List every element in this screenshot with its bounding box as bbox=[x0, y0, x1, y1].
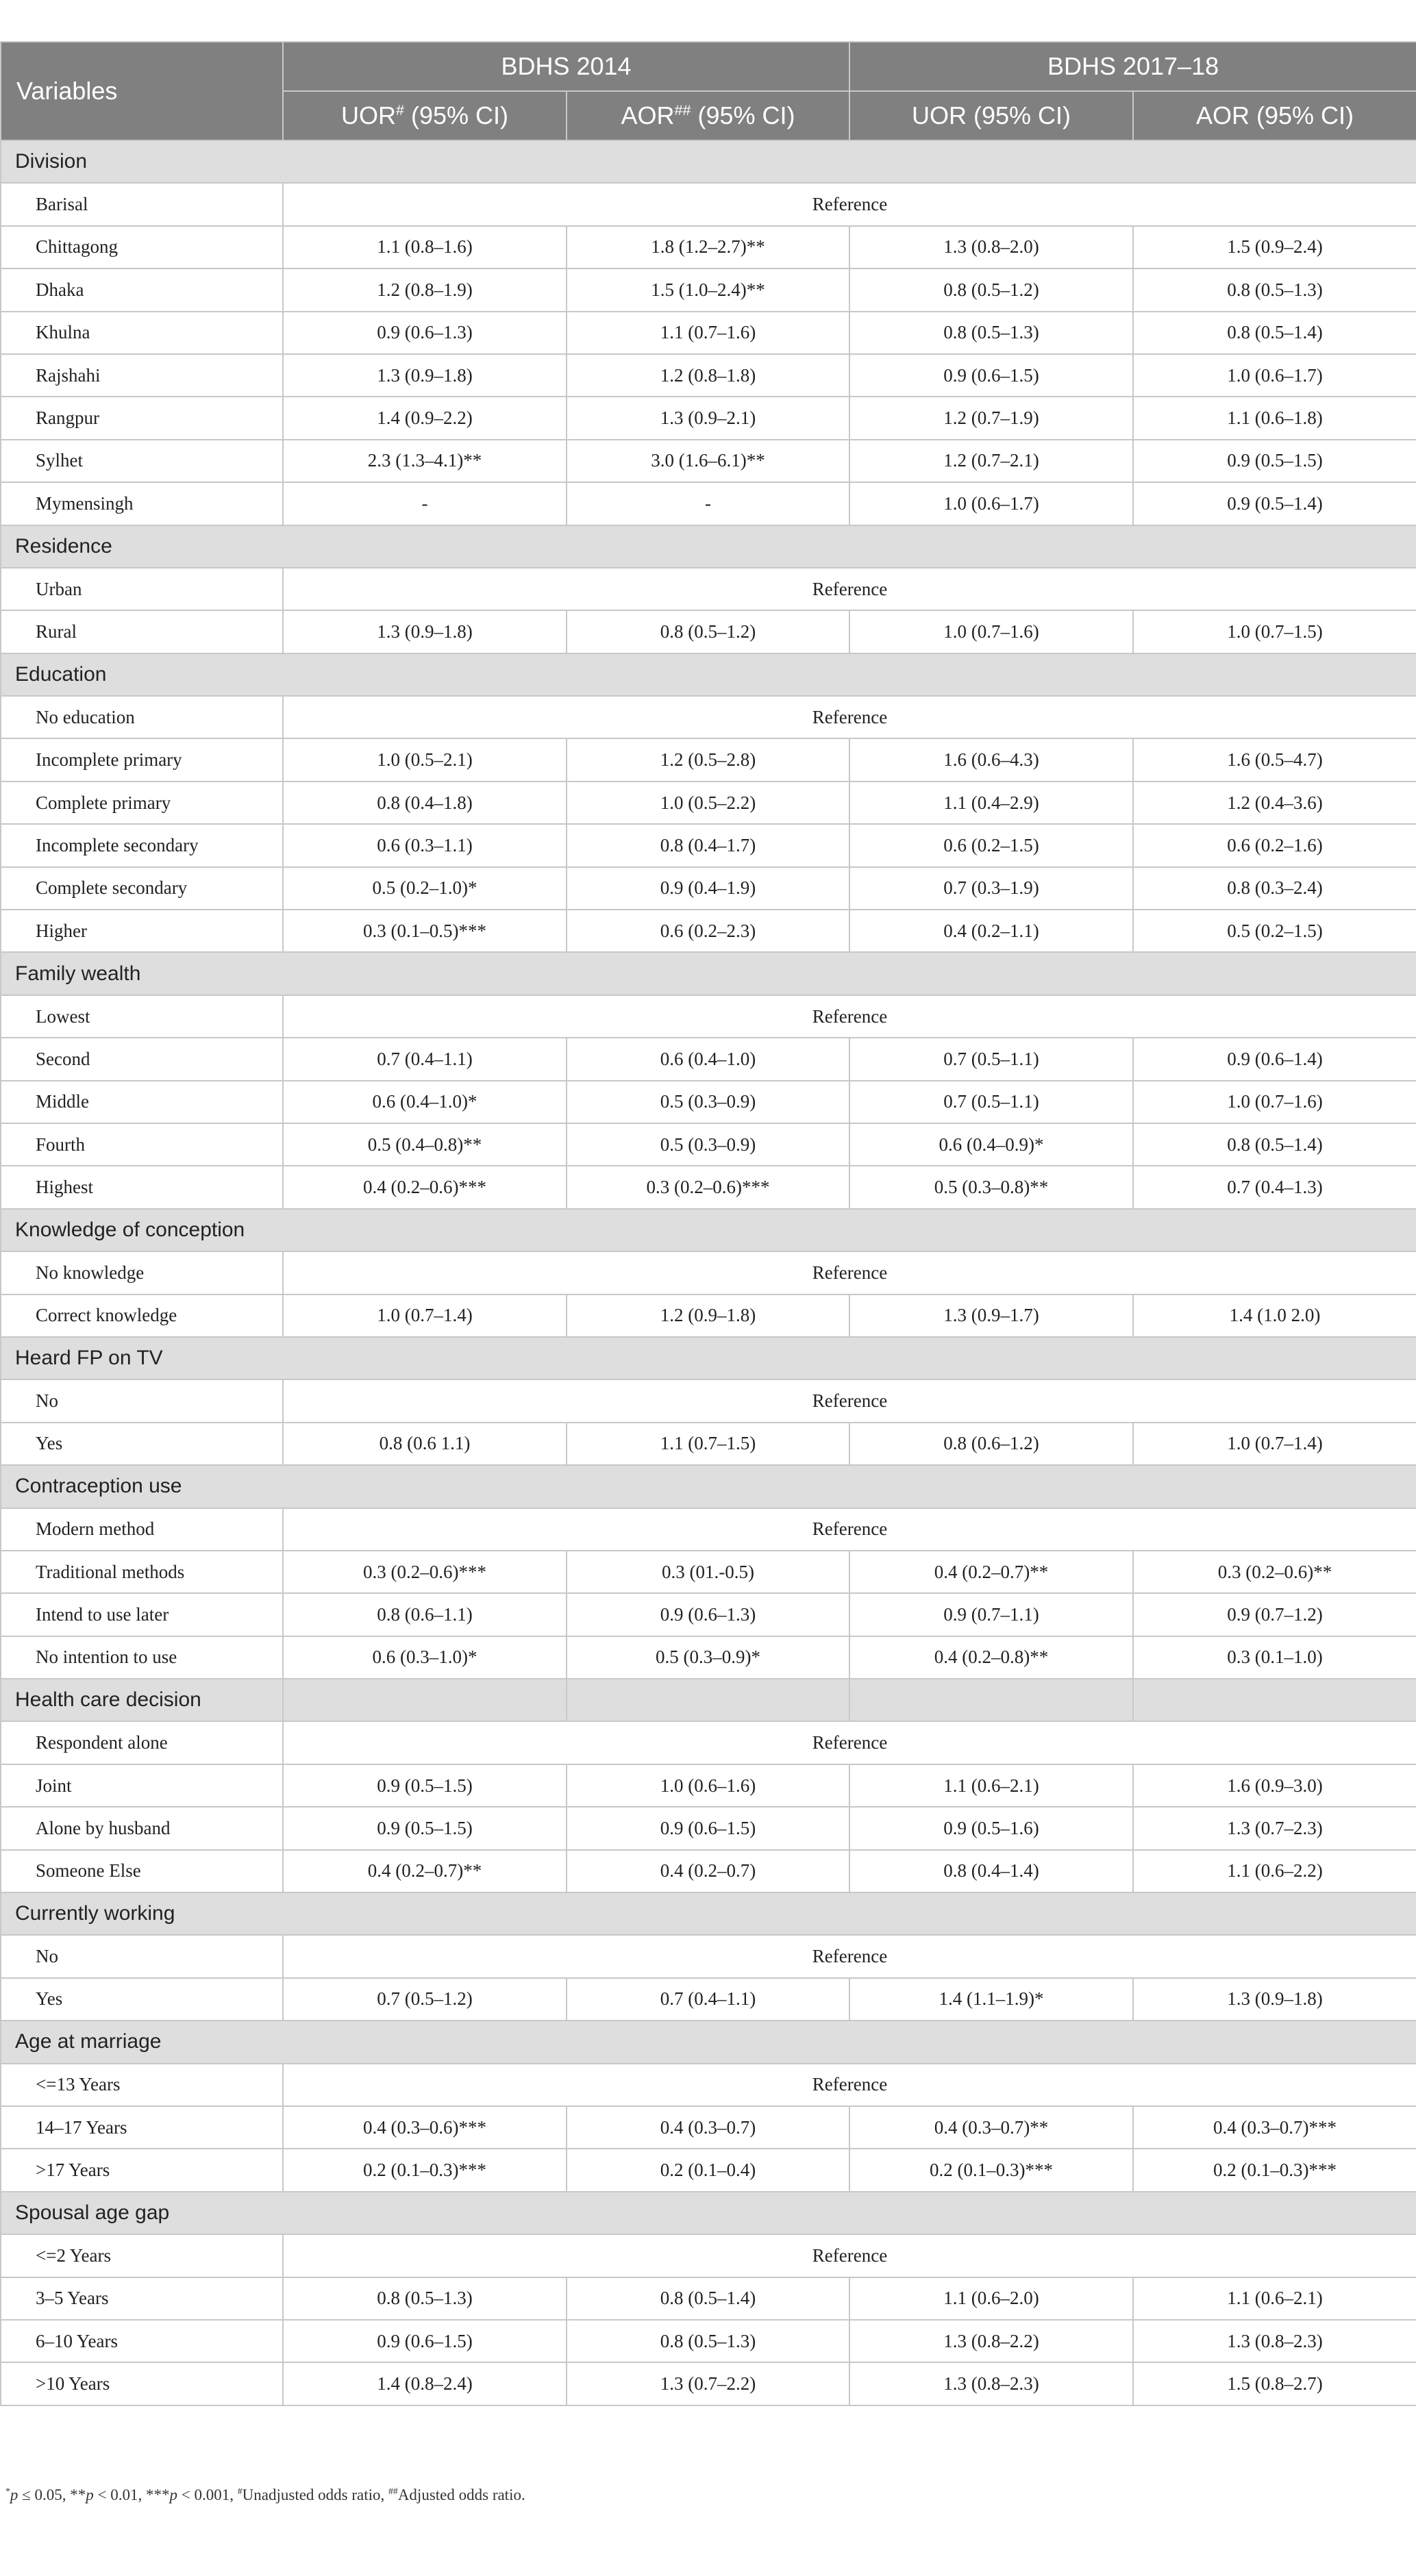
table-row bbox=[1, 268, 1416, 311]
section-row bbox=[1, 2021, 1416, 2063]
uor-2017-cell: 0.7 (0.5–1.1) bbox=[849, 1038, 1133, 1080]
uor-2014-cell: 0.8 (0.5–1.3) bbox=[283, 2277, 567, 2320]
uor-2017-cell: 0.4 (0.2–0.7)** bbox=[849, 1551, 1133, 1593]
uor-2017-header: UOR (95% CI) bbox=[849, 91, 1133, 140]
table-row bbox=[1, 1166, 1416, 1208]
uor-2014-cell: 0.8 (0.4–1.8) bbox=[283, 781, 567, 824]
section-row bbox=[1, 1679, 1416, 1721]
table-row bbox=[1, 568, 1416, 610]
uor-2017-cell: 1.0 (0.6–1.7) bbox=[849, 482, 1133, 525]
uor-2014-cell: 0.9 (0.5–1.5) bbox=[283, 1764, 567, 1807]
aor-2017-cell: 1.1 (0.6–2.1) bbox=[1133, 2277, 1416, 2320]
row-label: Khulna bbox=[1, 312, 283, 354]
aor-2017-cell: 1.3 (0.7–2.3) bbox=[1133, 1807, 1416, 1849]
table-header bbox=[1, 42, 1416, 140]
row-label: Dhaka bbox=[1, 268, 283, 311]
reference-cell: Reference bbox=[283, 183, 1416, 225]
aor-2014-cell: 0.8 (0.5–1.2) bbox=[567, 610, 849, 653]
table-row bbox=[1, 1379, 1416, 1422]
aor-2014-cell: 1.0 (0.5–2.2) bbox=[567, 781, 849, 824]
footnote-uor-mark: # bbox=[237, 2486, 243, 2497]
aor-2014-header bbox=[567, 91, 849, 140]
reference-cell: Reference bbox=[283, 1721, 1416, 1764]
uor-2014-cell: 0.8 (0.6 1.1) bbox=[283, 1423, 567, 1465]
uor-2014-cell: 0.4 (0.3–0.6)*** bbox=[283, 2106, 567, 2149]
footnote-mark-3: *** bbox=[146, 2486, 170, 2503]
uor-2014-cell: 1.4 (0.8–2.4) bbox=[283, 2362, 567, 2405]
odds-ratio-table bbox=[0, 41, 1416, 2406]
table-row bbox=[1, 1850, 1416, 1892]
uor-2014-cell: 0.7 (0.4–1.1) bbox=[283, 1038, 567, 1080]
section-row bbox=[1, 1337, 1416, 1379]
row-label: No education bbox=[1, 696, 283, 738]
table-row bbox=[1, 610, 1416, 653]
aor-2014-cell: 0.6 (0.4–1.0) bbox=[567, 1038, 849, 1080]
aor-2017-cell: 1.0 (0.7–1.6) bbox=[1133, 1081, 1416, 1123]
uor-2017-cell: 1.3 (0.8–2.3) bbox=[849, 2362, 1133, 2405]
uor-2014-cell: 0.4 (0.2–0.7)** bbox=[283, 1850, 567, 1892]
uor-2014-cell: 1.2 (0.8–1.9) bbox=[283, 268, 567, 311]
section-title: Division bbox=[1, 140, 1416, 183]
footnote-p-3: p bbox=[169, 2486, 178, 2503]
aor-2014-cell: 3.0 (1.6–6.1)** bbox=[567, 440, 849, 482]
table-row bbox=[1, 183, 1416, 225]
uor-2014-cell: 0.6 (0.4–1.0)* bbox=[283, 1081, 567, 1123]
uor-2014-cell: 0.4 (0.2–0.6)*** bbox=[283, 1166, 567, 1208]
row-label: >10 Years bbox=[1, 2362, 283, 2405]
row-label: 6–10 Years bbox=[1, 2320, 283, 2362]
uor-2014-cell: 1.1 (0.8–1.6) bbox=[283, 226, 567, 268]
footnote bbox=[5, 2486, 525, 2504]
row-label: Middle bbox=[1, 1081, 283, 1123]
aor-2017-cell: 0.9 (0.5–1.5) bbox=[1133, 440, 1416, 482]
section-title: Contraception use bbox=[1, 1465, 1416, 1508]
aor-2014-sup: ## bbox=[674, 101, 691, 118]
aor-2014-cell: 1.5 (1.0–2.4)** bbox=[567, 268, 849, 311]
row-label: Yes bbox=[1, 1423, 283, 1465]
footnote-aor-text: Adjusted odds ratio. bbox=[397, 2486, 525, 2503]
uor-2014-label: UOR bbox=[340, 101, 396, 129]
table-row bbox=[1, 867, 1416, 910]
row-label: <=2 Years bbox=[1, 2234, 283, 2277]
aor-2017-cell: 1.5 (0.8–2.7) bbox=[1133, 2362, 1416, 2405]
uor-2017-cell: 0.8 (0.5–1.2) bbox=[849, 268, 1133, 311]
table-row bbox=[1, 2234, 1416, 2277]
uor-2014-cell: 0.9 (0.5–1.5) bbox=[283, 1807, 567, 1849]
row-label: No intention to use bbox=[1, 1636, 283, 1679]
uor-2017-cell: 1.0 (0.7–1.6) bbox=[849, 610, 1133, 653]
uor-2017-cell: 0.4 (0.2–1.1) bbox=[849, 910, 1133, 952]
row-label: Chittagong bbox=[1, 226, 283, 268]
table-row bbox=[1, 354, 1416, 397]
row-label: Highest bbox=[1, 1166, 283, 1208]
aor-2017-cell: 0.8 (0.5–1.4) bbox=[1133, 312, 1416, 354]
aor-2017-cell: 0.8 (0.5–1.3) bbox=[1133, 268, 1416, 311]
row-label: Complete secondary bbox=[1, 867, 283, 910]
uor-2017-cell: 0.2 (0.1–0.3)*** bbox=[849, 2149, 1133, 2191]
uor-2017-cell: 0.9 (0.6–1.5) bbox=[849, 354, 1133, 397]
aor-2017-cell: 0.2 (0.1–0.3)*** bbox=[1133, 2149, 1416, 2191]
uor-2017-cell: 1.3 (0.8–2.0) bbox=[849, 226, 1133, 268]
row-label: <=13 Years bbox=[1, 2064, 283, 2106]
table-row bbox=[1, 226, 1416, 268]
uor-2014-sup: # bbox=[395, 101, 404, 118]
uor-2014-cell: 0.6 (0.3–1.0)* bbox=[283, 1636, 567, 1679]
section-row bbox=[1, 1465, 1416, 1508]
aor-2017-cell: 1.1 (0.6–1.8) bbox=[1133, 397, 1416, 439]
uor-2014-header bbox=[283, 91, 567, 140]
aor-2017-header: AOR (95% CI) bbox=[1133, 91, 1416, 140]
group-header-2014: BDHS 2014 bbox=[283, 42, 849, 91]
row-label: Incomplete primary bbox=[1, 738, 283, 781]
uor-2014-cell: 1.0 (0.7–1.4) bbox=[283, 1295, 567, 1337]
aor-2017-cell: 1.0 (0.6–1.7) bbox=[1133, 354, 1416, 397]
table-row bbox=[1, 1295, 1416, 1337]
section-title: Age at marriage bbox=[1, 2021, 1416, 2063]
reference-cell: Reference bbox=[283, 696, 1416, 738]
footnote-aor-mark: ## bbox=[388, 2486, 398, 2497]
reference-cell: Reference bbox=[283, 1508, 1416, 1551]
table-row bbox=[1, 440, 1416, 482]
table-row bbox=[1, 1038, 1416, 1080]
aor-2014-label: AOR bbox=[621, 101, 675, 129]
aor-2014-cell: 1.2 (0.5–2.8) bbox=[567, 738, 849, 781]
row-label: Mymensingh bbox=[1, 482, 283, 525]
section-row bbox=[1, 952, 1416, 995]
table-row bbox=[1, 2064, 1416, 2106]
aor-2017-cell: 1.3 (0.8–2.3) bbox=[1133, 2320, 1416, 2362]
aor-2014-cell: 1.1 (0.7–1.5) bbox=[567, 1423, 849, 1465]
row-label: Complete primary bbox=[1, 781, 283, 824]
table-row bbox=[1, 2320, 1416, 2362]
table-row bbox=[1, 1251, 1416, 1294]
aor-2017-cell: 0.3 (0.2–0.6)** bbox=[1133, 1551, 1416, 1593]
section-title: Currently working bbox=[1, 1892, 1416, 1935]
reference-cell: Reference bbox=[283, 1935, 1416, 1977]
row-label: Higher bbox=[1, 910, 283, 952]
uor-2014-cell: 0.5 (0.4–0.8)** bbox=[283, 1123, 567, 1166]
uor-2014-cell: 0.9 (0.6–1.3) bbox=[283, 312, 567, 354]
row-label: Sylhet bbox=[1, 440, 283, 482]
aor-2014-cell: 0.4 (0.3–0.7) bbox=[567, 2106, 849, 2149]
uor-2017-cell: 1.1 (0.6–2.0) bbox=[849, 2277, 1133, 2320]
section-row bbox=[1, 1892, 1416, 1935]
row-label: Joint bbox=[1, 1764, 283, 1807]
table-container bbox=[0, 41, 1416, 2406]
aor-2017-cell: 0.4 (0.3–0.7)*** bbox=[1133, 2106, 1416, 2149]
table-row bbox=[1, 824, 1416, 866]
table-row bbox=[1, 2277, 1416, 2320]
uor-2014-cell: 2.3 (1.3–4.1)** bbox=[283, 440, 567, 482]
row-label: 14–17 Years bbox=[1, 2106, 283, 2149]
aor-2014-cell: 0.8 (0.5–1.4) bbox=[567, 2277, 849, 2320]
uor-2014-cell: 0.2 (0.1–0.3)*** bbox=[283, 2149, 567, 2191]
uor-2017-cell: 1.3 (0.8–2.2) bbox=[849, 2320, 1133, 2362]
reference-cell: Reference bbox=[283, 1379, 1416, 1422]
table-row bbox=[1, 1081, 1416, 1123]
table-row bbox=[1, 397, 1416, 439]
section-blank-cell bbox=[283, 1679, 567, 1721]
aor-2017-cell: 1.0 (0.7–1.5) bbox=[1133, 610, 1416, 653]
uor-2017-cell: 0.8 (0.6–1.2) bbox=[849, 1423, 1133, 1465]
section-title: Heard FP on TV bbox=[1, 1337, 1416, 1379]
table-row bbox=[1, 781, 1416, 824]
uor-2014-cell: - bbox=[283, 482, 567, 525]
aor-2014-cell: 0.5 (0.3–0.9) bbox=[567, 1123, 849, 1166]
uor-2017-cell: 0.9 (0.5–1.6) bbox=[849, 1807, 1133, 1849]
footnote-text-1: ≤ 0.05, bbox=[18, 2486, 71, 2503]
aor-2014-cell: 0.9 (0.6–1.5) bbox=[567, 1807, 849, 1849]
footnote-text-2: < 0.01, bbox=[93, 2486, 147, 2503]
section-row bbox=[1, 525, 1416, 568]
aor-2017-cell: 1.6 (0.9–3.0) bbox=[1133, 1764, 1416, 1807]
section-blank-cell bbox=[567, 1679, 849, 1721]
row-label: Rural bbox=[1, 610, 283, 653]
uor-2017-cell: 1.4 (1.1–1.9)* bbox=[849, 1978, 1133, 2021]
uor-2014-cell: 0.3 (0.1–0.5)*** bbox=[283, 910, 567, 952]
aor-2017-cell: 0.3 (0.1–1.0) bbox=[1133, 1636, 1416, 1679]
row-label: Someone Else bbox=[1, 1850, 283, 1892]
aor-2017-cell: 1.1 (0.6–2.2) bbox=[1133, 1850, 1416, 1892]
row-label: Rajshahi bbox=[1, 354, 283, 397]
row-label: 3–5 Years bbox=[1, 2277, 283, 2320]
row-label: Lowest bbox=[1, 995, 283, 1038]
uor-2014-cell: 1.3 (0.9–1.8) bbox=[283, 610, 567, 653]
table-row bbox=[1, 995, 1416, 1038]
table-row bbox=[1, 696, 1416, 738]
footnote-p-1: p bbox=[10, 2486, 18, 2503]
aor-2017-cell: 0.6 (0.2–1.6) bbox=[1133, 824, 1416, 866]
table-row bbox=[1, 312, 1416, 354]
table-row bbox=[1, 2362, 1416, 2405]
section-title: Family wealth bbox=[1, 952, 1416, 995]
aor-2014-cell: 0.5 (0.3–0.9)* bbox=[567, 1636, 849, 1679]
aor-2017-cell: 0.5 (0.2–1.5) bbox=[1133, 910, 1416, 952]
section-title: Residence bbox=[1, 525, 1416, 568]
uor-2017-cell: 1.2 (0.7–1.9) bbox=[849, 397, 1133, 439]
aor-2014-cell: 1.0 (0.6–1.6) bbox=[567, 1764, 849, 1807]
aor-2014-cell: 0.7 (0.4–1.1) bbox=[567, 1978, 849, 2021]
row-label: Intend to use later bbox=[1, 1593, 283, 1636]
aor-2017-cell: 0.8 (0.3–2.4) bbox=[1133, 867, 1416, 910]
aor-2014-cell: 0.8 (0.5–1.3) bbox=[567, 2320, 849, 2362]
footnote-uor-text: Unadjusted odds ratio, bbox=[242, 2486, 389, 2503]
footnote-text-3: < 0.001, bbox=[177, 2486, 238, 2503]
uor-2017-cell: 1.3 (0.9–1.7) bbox=[849, 1295, 1133, 1337]
aor-2014-cell: 1.3 (0.7–2.2) bbox=[567, 2362, 849, 2405]
row-label: No bbox=[1, 1935, 283, 1977]
footnote-p-2: p bbox=[86, 2486, 94, 2503]
section-title: Health care decision bbox=[1, 1679, 283, 1721]
table-row bbox=[1, 1423, 1416, 1465]
uor-2017-cell: 0.6 (0.2–1.5) bbox=[849, 824, 1133, 866]
aor-2014-cell: 0.3 (0.2–0.6)*** bbox=[567, 1166, 849, 1208]
aor-2014-cell: 1.2 (0.8–1.8) bbox=[567, 354, 849, 397]
row-label: Fourth bbox=[1, 1123, 283, 1166]
table-row bbox=[1, 1721, 1416, 1764]
uor-2017-cell: 0.6 (0.4–0.9)* bbox=[849, 1123, 1133, 1166]
row-label: Urban bbox=[1, 568, 283, 610]
row-label: Barisal bbox=[1, 183, 283, 225]
row-label: Rangpur bbox=[1, 397, 283, 439]
section-title: Spousal age gap bbox=[1, 2192, 1416, 2234]
table-row bbox=[1, 738, 1416, 781]
table-row bbox=[1, 2149, 1416, 2191]
table-row bbox=[1, 1978, 1416, 2021]
footnote-mark-2: ** bbox=[70, 2486, 86, 2503]
aor-2017-cell: 1.2 (0.4–3.6) bbox=[1133, 781, 1416, 824]
uor-2014-cell: 1.4 (0.9–2.2) bbox=[283, 397, 567, 439]
uor-2014-cell: 0.6 (0.3–1.1) bbox=[283, 824, 567, 866]
aor-2014-ci: (95% CI) bbox=[691, 101, 795, 129]
section-row bbox=[1, 653, 1416, 696]
table-row bbox=[1, 1935, 1416, 1977]
table-row bbox=[1, 1123, 1416, 1166]
reference-cell: Reference bbox=[283, 2234, 1416, 2277]
aor-2017-cell: 0.8 (0.5–1.4) bbox=[1133, 1123, 1416, 1166]
aor-2014-cell: 0.2 (0.1–0.4) bbox=[567, 2149, 849, 2191]
variables-header: Variables bbox=[1, 42, 283, 140]
aor-2017-cell: 0.9 (0.5–1.4) bbox=[1133, 482, 1416, 525]
table-row bbox=[1, 1807, 1416, 1849]
uor-2017-cell: 0.7 (0.3–1.9) bbox=[849, 867, 1133, 910]
table-body bbox=[1, 140, 1416, 2405]
uor-2014-cell: 1.0 (0.5–2.1) bbox=[283, 738, 567, 781]
aor-2014-cell: 0.9 (0.6–1.3) bbox=[567, 1593, 849, 1636]
aor-2014-cell: 1.8 (1.2–2.7)** bbox=[567, 226, 849, 268]
row-label: No bbox=[1, 1379, 283, 1422]
table-row bbox=[1, 1593, 1416, 1636]
group-header-2017: BDHS 2017–18 bbox=[849, 42, 1416, 91]
uor-2017-cell: 0.4 (0.2–0.8)** bbox=[849, 1636, 1133, 1679]
uor-2014-cell: 0.9 (0.6–1.5) bbox=[283, 2320, 567, 2362]
uor-2017-cell: 1.6 (0.6–4.3) bbox=[849, 738, 1133, 781]
aor-2017-cell: 1.6 (0.5–4.7) bbox=[1133, 738, 1416, 781]
aor-2017-cell: 1.5 (0.9–2.4) bbox=[1133, 226, 1416, 268]
uor-2017-cell: 1.1 (0.6–2.1) bbox=[849, 1764, 1133, 1807]
uor-2014-cell: 0.8 (0.6–1.1) bbox=[283, 1593, 567, 1636]
table-row bbox=[1, 1764, 1416, 1807]
table-row bbox=[1, 910, 1416, 952]
aor-2014-cell: 1.1 (0.7–1.6) bbox=[567, 312, 849, 354]
row-label: >17 Years bbox=[1, 2149, 283, 2191]
table-row bbox=[1, 482, 1416, 525]
aor-2014-cell: 0.9 (0.4–1.9) bbox=[567, 867, 849, 910]
uor-2017-cell: 0.9 (0.7–1.1) bbox=[849, 1593, 1133, 1636]
uor-2014-ci: (95% CI) bbox=[403, 101, 509, 129]
uor-2017-cell: 1.2 (0.7–2.1) bbox=[849, 440, 1133, 482]
section-row bbox=[1, 140, 1416, 183]
section-row bbox=[1, 2192, 1416, 2234]
reference-cell: Reference bbox=[283, 1251, 1416, 1294]
aor-2014-cell: 1.2 (0.9–1.8) bbox=[567, 1295, 849, 1337]
table-row bbox=[1, 1508, 1416, 1551]
row-label: Traditional methods bbox=[1, 1551, 283, 1593]
section-row bbox=[1, 1209, 1416, 1251]
aor-2014-cell: 0.3 (01.-0.5) bbox=[567, 1551, 849, 1593]
row-label: Respondent alone bbox=[1, 1721, 283, 1764]
table-row bbox=[1, 2106, 1416, 2149]
reference-cell: Reference bbox=[283, 995, 1416, 1038]
uor-2017-cell: 0.5 (0.3–0.8)** bbox=[849, 1166, 1133, 1208]
aor-2014-cell: 0.6 (0.2–2.3) bbox=[567, 910, 849, 952]
uor-2017-cell: 0.4 (0.3–0.7)** bbox=[849, 2106, 1133, 2149]
aor-2017-cell: 1.4 (1.0 2.0) bbox=[1133, 1295, 1416, 1337]
aor-2014-cell: 0.5 (0.3–0.9) bbox=[567, 1081, 849, 1123]
aor-2017-cell: 1.3 (0.9–1.8) bbox=[1133, 1978, 1416, 2021]
uor-2014-cell: 1.3 (0.9–1.8) bbox=[283, 354, 567, 397]
aor-2017-cell: 1.0 (0.7–1.4) bbox=[1133, 1423, 1416, 1465]
reference-cell: Reference bbox=[283, 2064, 1416, 2106]
uor-2017-cell: 0.8 (0.5–1.3) bbox=[849, 312, 1133, 354]
table-row bbox=[1, 1551, 1416, 1593]
uor-2014-cell: 0.5 (0.2–1.0)* bbox=[283, 867, 567, 910]
row-label: Correct knowledge bbox=[1, 1295, 283, 1337]
aor-2014-cell: 0.8 (0.4–1.7) bbox=[567, 824, 849, 866]
section-title: Knowledge of conception bbox=[1, 1209, 1416, 1251]
aor-2017-cell: 0.7 (0.4–1.3) bbox=[1133, 1166, 1416, 1208]
section-blank-cell bbox=[849, 1679, 1133, 1721]
uor-2014-cell: 0.3 (0.2–0.6)*** bbox=[283, 1551, 567, 1593]
aor-2014-cell: - bbox=[567, 482, 849, 525]
aor-2017-cell: 0.9 (0.7–1.2) bbox=[1133, 1593, 1416, 1636]
aor-2017-cell: 0.9 (0.6–1.4) bbox=[1133, 1038, 1416, 1080]
uor-2017-cell: 1.1 (0.4–2.9) bbox=[849, 781, 1133, 824]
aor-2014-cell: 1.3 (0.9–2.1) bbox=[567, 397, 849, 439]
reference-cell: Reference bbox=[283, 568, 1416, 610]
section-title: Education bbox=[1, 653, 1416, 696]
footnote-mark-1: * bbox=[5, 2486, 10, 2497]
row-label: No knowledge bbox=[1, 1251, 283, 1294]
row-label: Alone by husband bbox=[1, 1807, 283, 1849]
uor-2017-cell: 0.7 (0.5–1.1) bbox=[849, 1081, 1133, 1123]
uor-2017-cell: 0.8 (0.4–1.4) bbox=[849, 1850, 1133, 1892]
row-label: Incomplete secondary bbox=[1, 824, 283, 866]
aor-2014-cell: 0.4 (0.2–0.7) bbox=[567, 1850, 849, 1892]
section-blank-cell bbox=[1133, 1679, 1416, 1721]
row-label: Yes bbox=[1, 1978, 283, 2021]
row-label: Modern method bbox=[1, 1508, 283, 1551]
uor-2014-cell: 0.7 (0.5–1.2) bbox=[283, 1978, 567, 2021]
table-row bbox=[1, 1636, 1416, 1679]
row-label: Second bbox=[1, 1038, 283, 1080]
